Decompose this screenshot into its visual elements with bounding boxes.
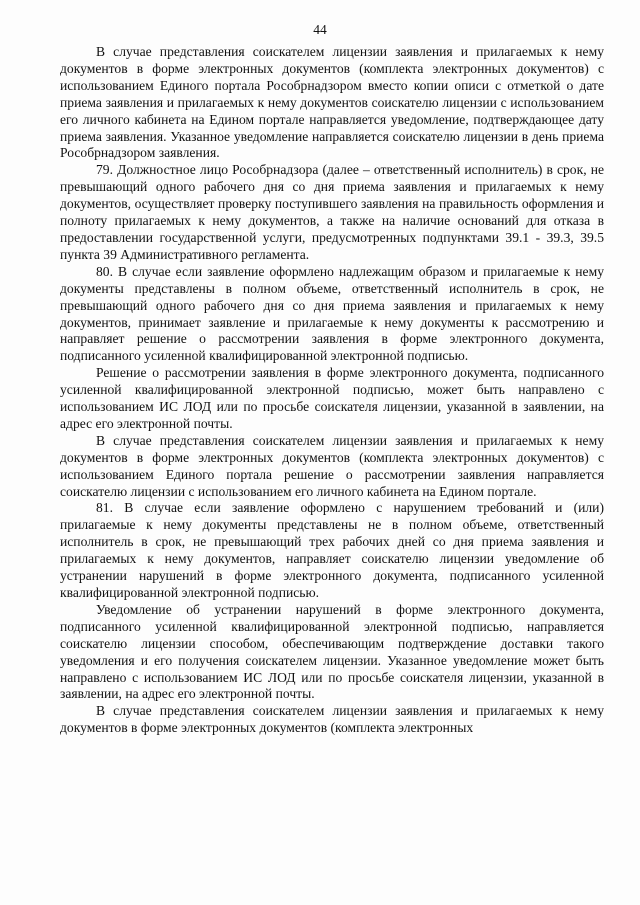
page-number: 44 xyxy=(313,22,327,37)
paragraph-80: 80. В случае если заявление оформлено надлежащим образом и прилагаемые к нему документы представлены в полном объеме, ответственный исполнитель в срок, не превышающий одного рабочего дня со дня приема заявления и прилагаемых к нему документов, принимает заявление и прилагаемые к нему документы к рассмотрению и направляет решение о рассмотрении заявления в форме электронного документа, подписанного усиленной квалифицированной электронной подписью. xyxy=(60,263,604,364)
paragraph: Решение о рассмотрении заявления в форме электронного документа, подписанного усиленной квалифицированной электронной подписью, может быть направлено с использованием ИС ЛОД или по просьбе соискателя лицензии, указанной в заявлении, на адрес его электронной почты. xyxy=(60,365,604,431)
document-body xyxy=(60,44,604,737)
paragraph: В случае представления соискателем лицензии заявления и прилагаемых к нему документов в форме электронных документов (комплекта электронных документов) с использованием Единого портала Рособрнадзором вместо копии описи с отметкой о дате приема заявления и прилагаемых к нему документов соискателю лицензии с использованием его личного кабинета на Едином портале направляется уведомление, подтверждающее дату приема заявления. Указанное уведомление направляется соискателю лицензии в день приема Рособрнадзором заявления. xyxy=(60,44,604,161)
paragraph-79: 79. Должностное лицо Рособрнадзора (далее – ответственный исполнитель) в срок, не превышающий одного рабочего дня со дня приема заявления и прилагаемых к нему документов, осуществляет проверку поступившего заявления на правильность оформления и полноту прилагаемых к нему документов, а также на наличие оснований для отказа в предоставлении государственной услуги, предусмотренных подпунктами 39.1 - 39.3, 39.5 пункта 39 Административного регламента. xyxy=(60,162,604,262)
paragraph: В случае представления соискателем лицензии заявления и прилагаемых к нему документов в форме электронных документов (комплекта электронных документов) с использованием Единого портала решение о рассмотрении заявления направляется соискателю лицензии с использованием его личного кабинета на Едином портале. xyxy=(60,432,604,499)
paragraph-81: 81. В случае если заявление оформлено с нарушением требований и (или) прилагаемые к нему документы представлены не в полном объеме, ответственный исполнитель в срок, не превышающий трех рабочих дней со дня приема заявления и прилагаемых к нему документов, направляет соискателю лицензии уведомление об устранении нарушений в форме электронного документа, подписанного усиленной квалифицированной электронной подписью. xyxy=(60,500,604,600)
paragraph: В случае представления соискателем лицензии заявления и прилагаемых к нему документов в форме электронных документов (комплекта электронных xyxy=(60,703,604,736)
paragraph: Уведомление об устранении нарушений в форме электронного документа, подписанного усиленной квалифицированной электронной подписью, направляется соискателю лицензии способом, обеспечивающим подтверждение доставки такого уведомления и его получения соискателем лицензии. Указанное уведомление может быть направлено с использованием ИС ЛОД или по просьбе соискателя лицензии, указанной в заявлении, на адрес его электронной почты. xyxy=(60,601,604,702)
